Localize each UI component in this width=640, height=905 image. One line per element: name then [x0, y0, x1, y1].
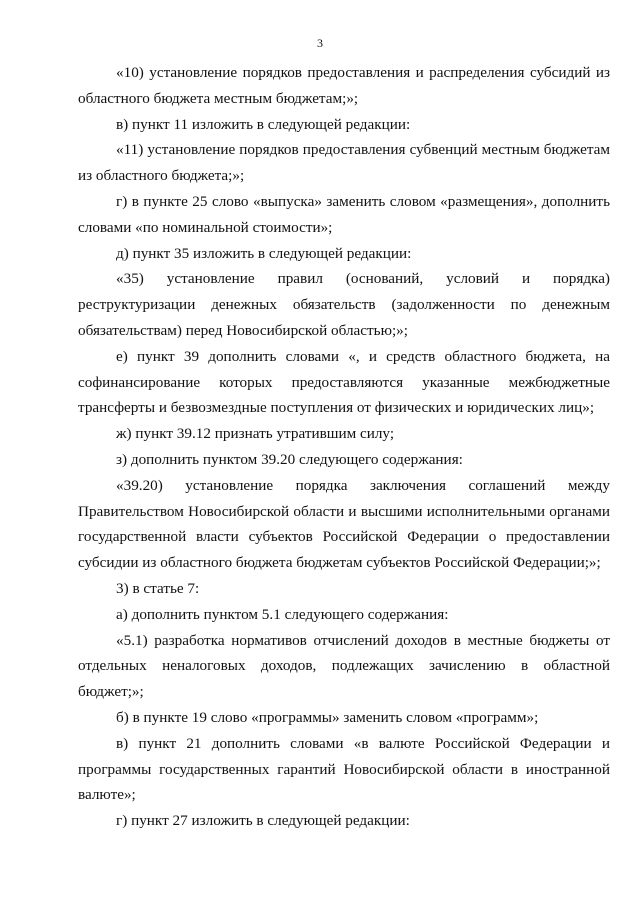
- paragraph-item-11-text: «11) установление порядков предоставления субвенций местным бюджетам из областного бюджета;»;: [78, 141, 610, 185]
- paragraph-subpoint-e-point-39: е) пункт 39 дополнить словами «, и средств областного бюджета, на софинансирование которых предоставляются указанные межбюджетные трансферты и безвозмездные поступления от физических и юридических лиц»;: [78, 347, 610, 417]
- paragraph-subpoint-a-point-5-1: а) дополнить пунктом 5.1 следующего содержания:: [116, 605, 449, 623]
- paragraph-subpoint-v-point-11: в) пункт 11 изложить в следующей редакции:: [116, 115, 411, 133]
- paragraph-subpoint-g-point-27: г) пункт 27 изложить в следующей редакции:: [116, 812, 410, 830]
- paragraph-item-10-text: «10) установление порядков предоставления и распределения субсидий из областного бюджета местным бюджетам;»;: [78, 64, 610, 107]
- paragraph-article-7-heading: 3) в статье 7:: [116, 579, 200, 597]
- paragraph-subpoint-b-point-19: б) в пункте 19 слово «программы» заменить словом «программ»;: [116, 708, 539, 726]
- paragraph-item-35-text: «35) установление правил (оснований, условий и порядка) реструктуризации денежных обязательств (задолженности по денежным обязательствам) перед Новосибирской областью;»;: [78, 270, 610, 339]
- paragraph-subpoint-zh-point-39-12: ж) пункт 39.12 признать утратившим силу;: [116, 425, 395, 443]
- page-number: 3: [317, 36, 323, 50]
- paragraph-subpoint-d-point-35: д) пункт 35 изложить в следующей редакции:: [116, 244, 412, 262]
- paragraph-item-39-20-text: «39.20) установление порядка заключения соглашений между Правительством Новосибирской области и высшими исполнительными органами государственной власти субъектов Российской Федерации о предоставлении субсидии из областного бюджета бюджетам субъектов Российской Федерации;»;: [78, 476, 610, 572]
- paragraph-subpoint-v-point-21: в) пункт 21 дополнить словами «в валюте Российской Федерации и программы государственных гарантий Новосибирской области в иностранной валюте»;: [78, 734, 610, 804]
- paragraph-item-5-1-text: «5.1) разработка нормативов отчислений доходов в местные бюджеты от отдельных неналоговых доходов, подлежащих зачислению в областной бюджет;»;: [78, 631, 610, 701]
- paragraph-subpoint-z-point-39-20: з) дополнить пунктом 39.20 следующего содержания:: [116, 450, 463, 468]
- paragraph-subpoint-g-point-25: г) в пункте 25 слово «выпуска» заменить словом «размещения», дополнить словами «по номинальной стоимости»;: [78, 192, 610, 236]
- document-body: [78, 60, 610, 834]
